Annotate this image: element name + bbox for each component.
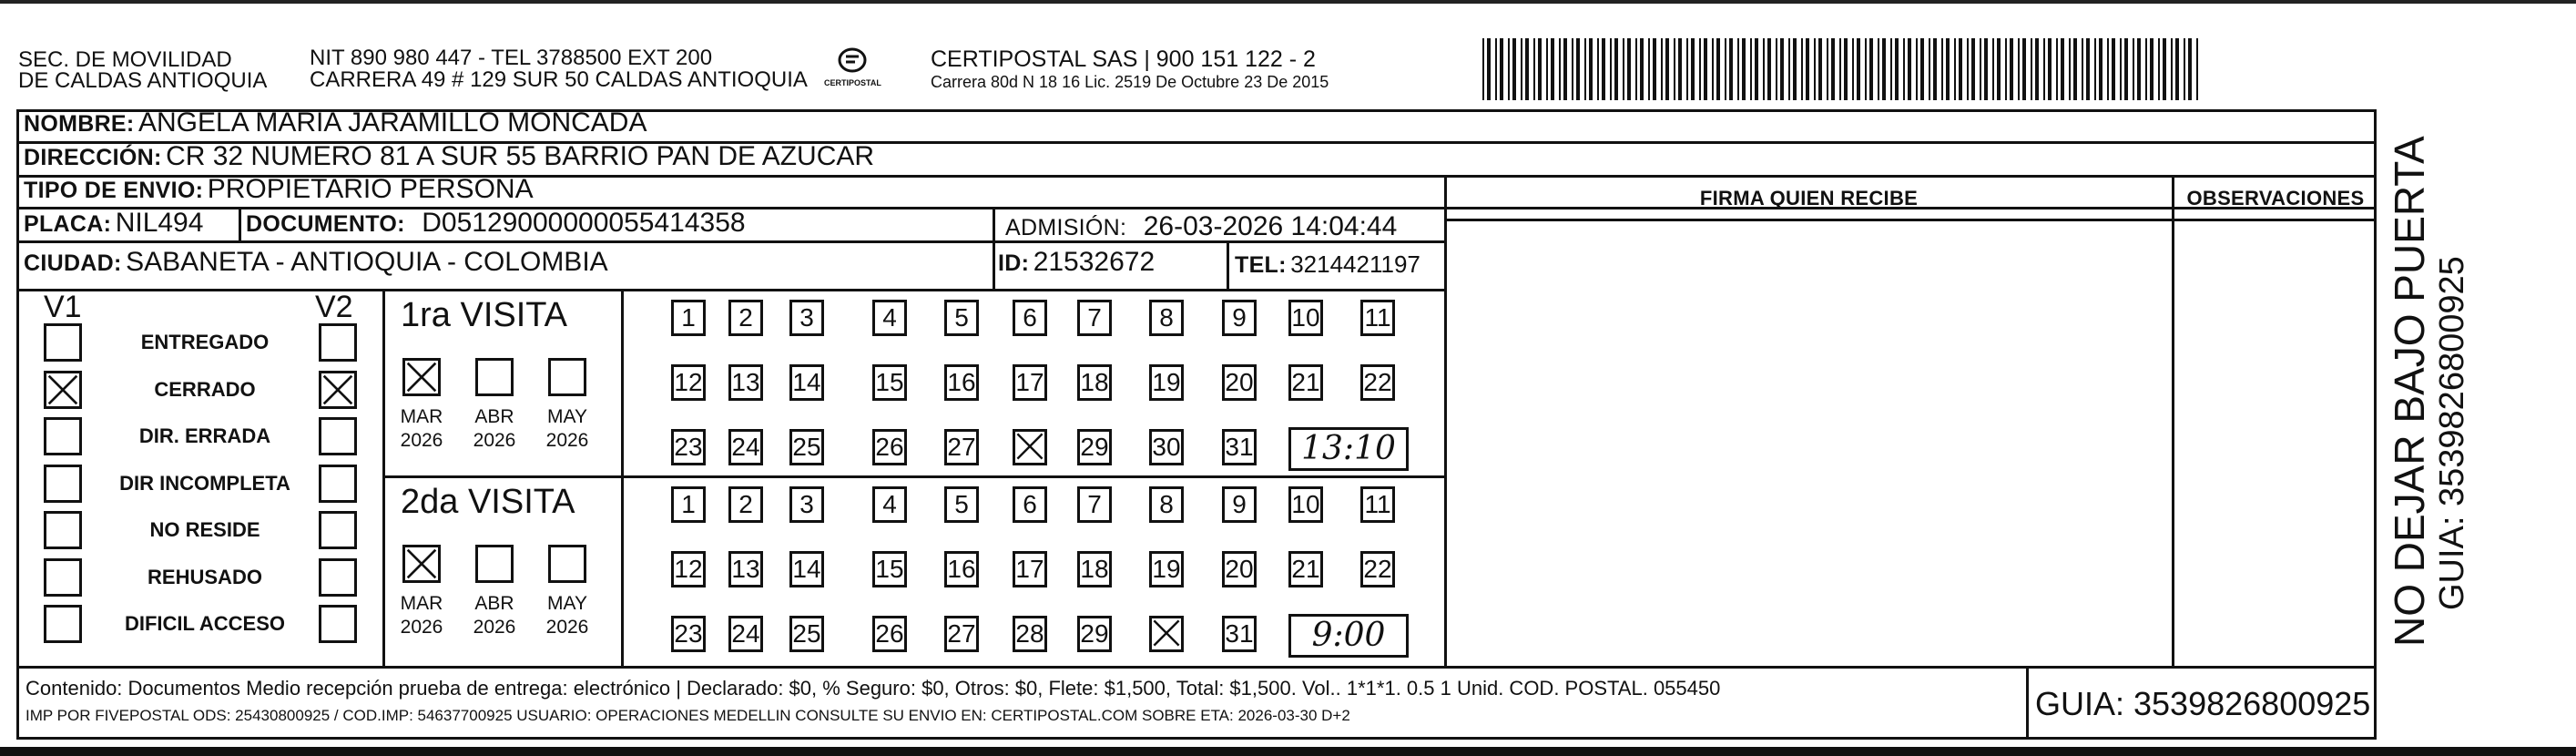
header-courier-line2: Carrera 80d N 18 16 Lic. 2519 De Octubre 23 De 2015 bbox=[931, 73, 1329, 91]
month-label: MAY 2026 bbox=[545, 593, 589, 638]
documento-label: DOCUMENTO: bbox=[246, 211, 405, 237]
v2-checkbox-2[interactable] bbox=[319, 417, 357, 455]
placa-value: NIL494 bbox=[115, 208, 204, 238]
scan-edge-top bbox=[0, 0, 2576, 4]
day-box[interactable]: 8 bbox=[1149, 300, 1184, 336]
day-box[interactable]: 20 bbox=[1222, 551, 1257, 587]
side-warning: NO DEJAR BAJO PUERTA bbox=[2386, 136, 2433, 647]
footer-imp: IMP POR FIVEPOSTAL ODS: 25430800925 / COD.IMP: 54637700925 USUARIO: OPERACIONES MEDELLIN CONSULTE SU ENVIO EN: CERTIPOSTAL.COM SOBRE ETA: 2026-03-30 D+2 bbox=[25, 707, 1350, 724]
day-box[interactable]: 22 bbox=[1360, 551, 1395, 587]
day-box[interactable]: 1 bbox=[671, 486, 706, 523]
day-box[interactable]: 14 bbox=[789, 551, 824, 587]
signature-area[interactable] bbox=[1448, 222, 2170, 665]
day-box[interactable]: 23 bbox=[671, 429, 706, 465]
day-box[interactable]: 6 bbox=[1013, 486, 1047, 523]
day-box[interactable]: 9 bbox=[1222, 486, 1257, 523]
direccion-row bbox=[24, 141, 874, 172]
day-box[interactable]: 29 bbox=[1077, 616, 1112, 652]
tel-value: 3214421197 bbox=[1290, 250, 1420, 278]
footer-contenido: Contenido: Documentos Medio recepción prueba de entrega: electrónico | Declarado: $0, % Seguro: $0, Otros: $0, Flete: $1,500, Total: $1,500. Vol.. 1*1*1. 0.5 1 Unid. COD. POSTAL. 055450 bbox=[25, 677, 1721, 700]
ciudad-row bbox=[24, 247, 608, 278]
day-box[interactable]: 18 bbox=[1077, 551, 1112, 587]
nombre-row bbox=[24, 107, 647, 138]
day-box[interactable]: 12 bbox=[671, 364, 706, 401]
v1-checkbox-0[interactable] bbox=[44, 323, 82, 362]
certipostal-logo bbox=[824, 42, 881, 95]
header-org-line1: SEC. DE MOVILIDAD bbox=[18, 47, 232, 72]
visit-title: 1ra VISITA bbox=[401, 296, 568, 334]
v2-checkbox-0[interactable] bbox=[319, 323, 357, 362]
v2-checkbox-6[interactable] bbox=[319, 605, 357, 643]
day-box[interactable]: 10 bbox=[1288, 300, 1323, 336]
day-box[interactable]: 19 bbox=[1149, 551, 1184, 587]
day-box[interactable]: 17 bbox=[1013, 551, 1047, 587]
tipo-value: PROPIETARIO PERSONA bbox=[207, 174, 534, 204]
day-box[interactable]: 9 bbox=[1222, 300, 1257, 336]
day-box[interactable]: 11 bbox=[1360, 300, 1395, 336]
day-box[interactable]: 11 bbox=[1360, 486, 1395, 523]
header-nit-line1: NIT 890 980 447 - TEL 3788500 EXT 200 bbox=[310, 46, 713, 70]
status-label: DIFICIL ACCESO bbox=[124, 612, 285, 635]
day-box[interactable]: 7 bbox=[1077, 300, 1112, 336]
day-box[interactable]: 20 bbox=[1222, 364, 1257, 401]
ciudad-value: SABANETA - ANTIOQUIA - COLOMBIA bbox=[126, 247, 608, 277]
day-box[interactable]: 10 bbox=[1288, 486, 1323, 523]
day-box[interactable]: 25 bbox=[789, 616, 824, 652]
day-box[interactable]: 21 bbox=[1288, 364, 1323, 401]
day-box[interactable]: 2 bbox=[728, 300, 763, 336]
day-box[interactable]: 17 bbox=[1013, 364, 1047, 401]
v1-checkbox-1[interactable] bbox=[44, 371, 82, 409]
v2-checkbox-4[interactable] bbox=[319, 511, 357, 549]
v1-checkbox-2[interactable] bbox=[44, 417, 82, 455]
status-label: DIR INCOMPLETA bbox=[119, 472, 290, 495]
admision-value: 26-03-2026 14:04:44 bbox=[1143, 211, 1398, 241]
month-checkbox[interactable] bbox=[548, 545, 586, 583]
direccion-label: DIRECCIÓN: bbox=[24, 145, 162, 170]
month-checkbox[interactable] bbox=[402, 358, 441, 396]
day-box[interactable]: 26 bbox=[872, 616, 907, 652]
v2-label: V2 bbox=[315, 290, 353, 324]
side-text bbox=[2386, 137, 2568, 647]
day-box[interactable]: 5 bbox=[944, 486, 979, 523]
placa-row bbox=[24, 208, 203, 239]
observaciones-header: OBSERVACIONES bbox=[2186, 187, 2365, 209]
month-label: MAR 2026 bbox=[400, 593, 443, 638]
day-box[interactable]: 19 bbox=[1149, 364, 1184, 401]
day-box[interactable]: 5 bbox=[944, 300, 979, 336]
day-box[interactable]: 31 bbox=[1222, 616, 1257, 652]
tel-label: TEL: bbox=[1235, 252, 1287, 278]
day-box[interactable]: 30 bbox=[1149, 429, 1184, 465]
month-label: ABR 2026 bbox=[473, 406, 516, 451]
admision-row bbox=[1005, 211, 1397, 242]
v2-checkbox-5[interactable] bbox=[319, 558, 357, 597]
documento-value: D05129000000055414358 bbox=[422, 208, 746, 238]
day-box[interactable]: 4 bbox=[872, 300, 907, 336]
nombre-label: NOMBRE: bbox=[24, 111, 135, 137]
day-box[interactable]: 26 bbox=[872, 429, 907, 465]
header-courier bbox=[931, 47, 1329, 93]
header-courier-line1: CERTIPOSTAL SAS | 900 151 122 - 2 bbox=[931, 46, 1316, 72]
month-checkbox[interactable] bbox=[548, 358, 586, 396]
logo-text: CERTIPOSTAL bbox=[824, 78, 881, 87]
header-org-line2: DE CALDAS ANTIOQUIA bbox=[18, 68, 268, 93]
observaciones-area[interactable] bbox=[2175, 222, 2375, 665]
month-checkbox[interactable] bbox=[475, 358, 514, 396]
day-box[interactable]: 8 bbox=[1149, 486, 1184, 523]
nombre-value: ANGELA MARIA JARAMILLO MONCADA bbox=[138, 107, 647, 138]
day-box[interactable]: 18 bbox=[1077, 364, 1112, 401]
day-box[interactable]: 28 bbox=[1013, 616, 1047, 652]
day-box-marked[interactable] bbox=[1013, 429, 1047, 465]
firma-header: FIRMA QUIEN RECIBE bbox=[1699, 187, 1919, 209]
day-box[interactable]: 27 bbox=[944, 616, 979, 652]
day-box[interactable]: 16 bbox=[944, 551, 979, 587]
status-label: REHUSADO bbox=[148, 566, 262, 588]
day-box[interactable]: 27 bbox=[944, 429, 979, 465]
day-box[interactable]: 4 bbox=[872, 486, 907, 523]
direccion-value: CR 32 NUMERO 81 A SUR 55 BARRIO PAN DE AZUCAR bbox=[166, 141, 875, 171]
day-box[interactable]: 13 bbox=[728, 551, 763, 587]
v1-checkbox-3[interactable] bbox=[44, 465, 82, 503]
month-label: ABR 2026 bbox=[473, 593, 516, 638]
v1-checkbox-6[interactable] bbox=[44, 605, 82, 643]
day-box[interactable]: 15 bbox=[872, 551, 907, 587]
v1-checkbox-4[interactable] bbox=[44, 511, 82, 549]
header-nit-line2: CARRERA 49 # 129 SUR 50 CALDAS ANTIOQUIA bbox=[310, 67, 808, 92]
day-box[interactable]: 15 bbox=[872, 364, 907, 401]
footer-guia: GUIA: 3539826800925 bbox=[2035, 685, 2371, 722]
day-box[interactable]: 21 bbox=[1288, 551, 1323, 587]
month-checkbox[interactable] bbox=[402, 545, 441, 583]
day-box-marked[interactable] bbox=[1149, 616, 1184, 652]
status-label: NO RESIDE bbox=[149, 518, 260, 541]
documento-row bbox=[246, 208, 746, 239]
day-box[interactable]: 2 bbox=[728, 486, 763, 523]
day-box[interactable]: 29 bbox=[1077, 429, 1112, 465]
day-box[interactable]: 16 bbox=[944, 364, 979, 401]
day-box[interactable]: 24 bbox=[728, 429, 763, 465]
header-org bbox=[18, 49, 267, 91]
header-nit bbox=[310, 47, 808, 91]
day-box[interactable]: 23 bbox=[671, 616, 706, 652]
visit-time[interactable]: 9:00 bbox=[1288, 614, 1409, 658]
tipo-label: TIPO DE ENVIO: bbox=[24, 178, 204, 203]
v1-checkbox-5[interactable] bbox=[44, 558, 82, 597]
ciudad-label: CIUDAD: bbox=[24, 250, 122, 276]
tel-row bbox=[1235, 250, 1420, 279]
status-label: DIR. ERRADA bbox=[138, 424, 271, 447]
visit-title: 2da VISITA bbox=[401, 483, 575, 521]
v2-checkbox-3[interactable] bbox=[319, 465, 357, 503]
month-checkbox[interactable] bbox=[475, 545, 514, 583]
side-guia: GUIA: 3539826800925 bbox=[2433, 256, 2471, 610]
day-box[interactable]: 7 bbox=[1077, 486, 1112, 523]
id-value: 21532672 bbox=[1033, 247, 1156, 277]
day-box[interactable]: 3 bbox=[789, 300, 824, 336]
day-box[interactable]: 3 bbox=[789, 486, 824, 523]
day-box[interactable]: 31 bbox=[1222, 429, 1257, 465]
scan-edge-bottom bbox=[0, 747, 2576, 756]
day-box[interactable]: 1 bbox=[671, 300, 706, 336]
v1-label: V1 bbox=[44, 290, 82, 324]
month-label: MAR 2026 bbox=[400, 406, 443, 451]
day-box[interactable]: 13 bbox=[728, 364, 763, 401]
month-label: MAY 2026 bbox=[545, 406, 589, 451]
day-box[interactable]: 25 bbox=[789, 429, 824, 465]
day-box[interactable]: 14 bbox=[789, 364, 824, 401]
day-box[interactable]: 12 bbox=[671, 551, 706, 587]
status-label: CERRADO bbox=[154, 378, 256, 401]
tipo-row bbox=[24, 174, 534, 205]
placa-label: PLACA: bbox=[24, 211, 112, 237]
status-label: ENTREGADO bbox=[140, 331, 270, 353]
v2-checkbox-1[interactable] bbox=[319, 371, 357, 409]
visit-time[interactable]: 13:10 bbox=[1288, 427, 1409, 471]
id-row bbox=[998, 247, 1155, 278]
day-box[interactable]: 24 bbox=[728, 616, 763, 652]
id-label: ID: bbox=[998, 250, 1030, 276]
day-box[interactable]: 22 bbox=[1360, 364, 1395, 401]
admision-label: ADMISIÓN: bbox=[1005, 215, 1127, 240]
day-box[interactable]: 6 bbox=[1013, 300, 1047, 336]
barcode bbox=[1482, 38, 2202, 100]
